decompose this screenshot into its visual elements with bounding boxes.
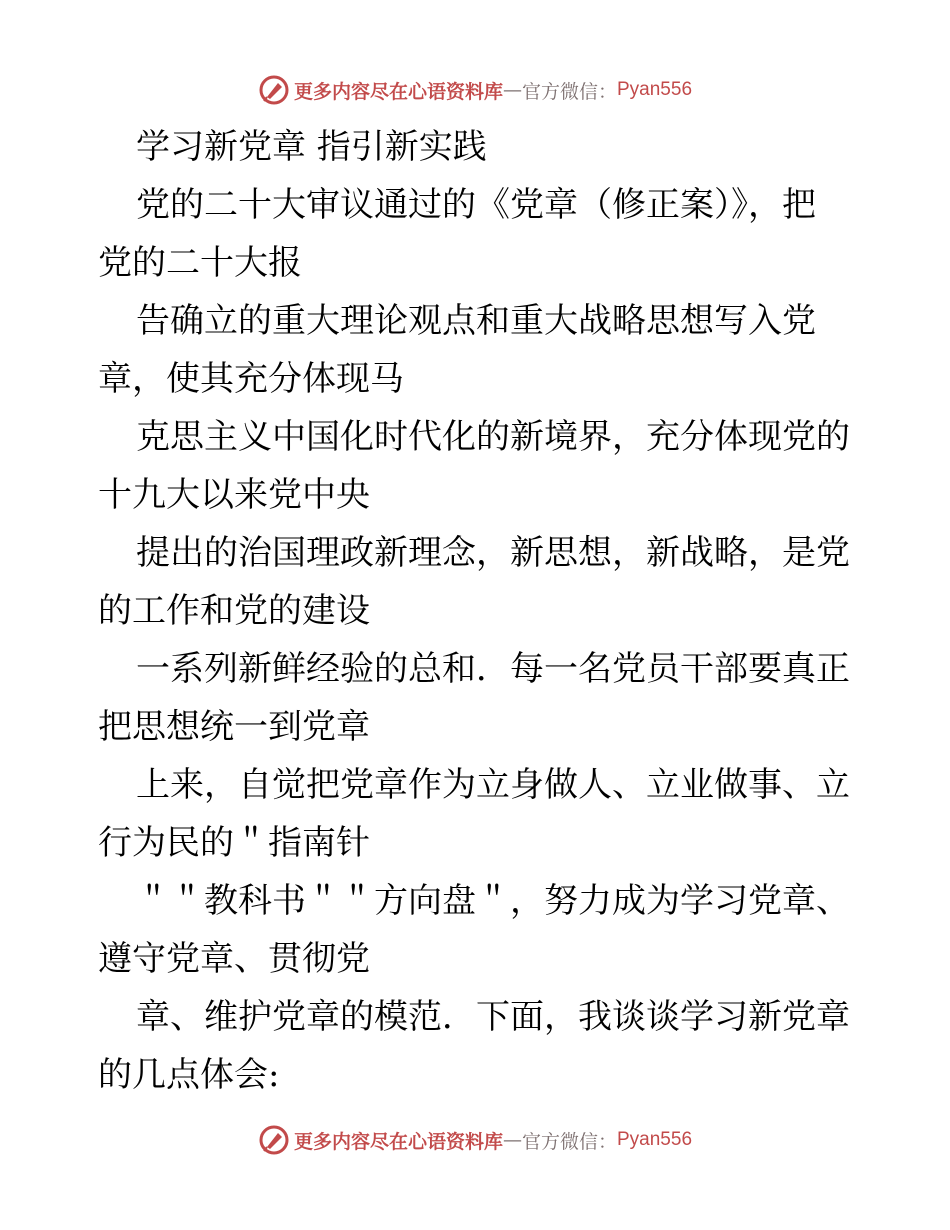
banner-brand-text: 更多内容尽在心语资料库 xyxy=(293,80,503,103)
text-line: 把思想统一到党章 xyxy=(98,707,370,747)
text-line: 的工作和党的建设 xyxy=(98,591,370,631)
document-title: 学习新党章 指引新实践 xyxy=(136,127,487,167)
banner-official-text: 官方微信： xyxy=(521,80,617,103)
footer-banner xyxy=(0,1120,950,1160)
text-line: 告确立的重大理论观点和重大战略思想写入党 xyxy=(136,301,816,341)
header-banner xyxy=(0,70,950,110)
banner-dash: — xyxy=(502,1129,522,1151)
text-line: 的几点体会: xyxy=(98,1055,280,1095)
text-line: 章、维护党章的模范．下面，我谈谈学习新党章 xyxy=(136,997,850,1037)
text-line: 章，使其充分体现马 xyxy=(98,359,404,399)
banner-brand-text: 更多内容尽在心语资料库 xyxy=(293,1130,503,1153)
text-line: 党的二十大报 xyxy=(98,243,302,283)
text-line: 行为民的＂指南针 xyxy=(98,823,370,863)
banner-dash: — xyxy=(502,79,522,101)
text-line: 党的二十大审议通过的《党章（修正案）》，把 xyxy=(136,185,816,225)
pen-nib-logo-icon xyxy=(258,74,290,106)
banner-wechat-id: Pyan556 xyxy=(617,1129,693,1150)
document-body xyxy=(98,118,868,1104)
banner-wechat-id: Pyan556 xyxy=(617,79,693,100)
text-line: 一系列新鲜经验的总和．每一名党员干部要真正 xyxy=(136,649,850,689)
text-line: 提出的治国理政新理念，新思想，新战略，是党 xyxy=(136,533,850,573)
text-line: 十九大以来党中央 xyxy=(98,475,370,515)
text-line: 遵守党章、贯彻党 xyxy=(98,939,370,979)
text-line: ＂＂教科书＂＂方向盘＂，努力成为学习党章、 xyxy=(136,881,850,921)
text-line: 克思主义中国化时代化的新境界，充分体现党的 xyxy=(136,417,850,457)
banner-official-text: 官方微信： xyxy=(521,1130,617,1153)
text-line: 上来，自觉把党章作为立身做人、立业做事、立 xyxy=(136,765,850,805)
pen-nib-logo-icon xyxy=(258,1124,290,1156)
